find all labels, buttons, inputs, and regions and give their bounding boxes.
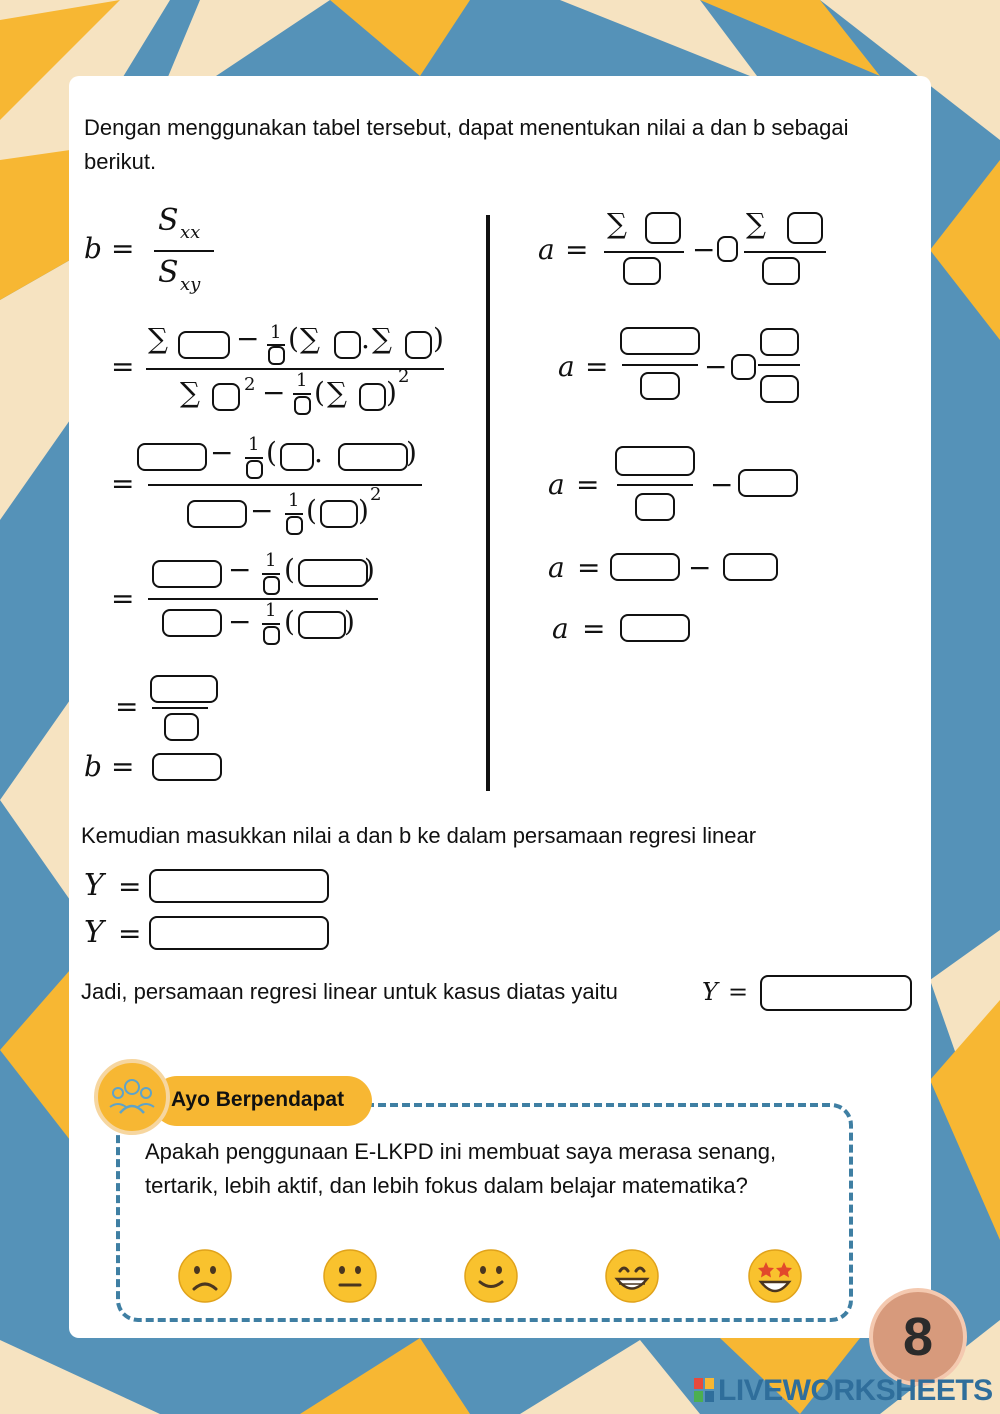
left-paren: ( — [284, 605, 295, 638]
left-paren: ( — [306, 494, 317, 527]
linear-prompt: Kemudian masukkan nilai a dan b ke dalam persamaan regresi linear — [81, 823, 757, 848]
equals-sign: = — [111, 232, 135, 265]
minus-sign: − — [228, 605, 252, 638]
a-label: a — [538, 233, 555, 266]
y-equation-input[interactable] — [149, 916, 329, 950]
answer-input[interactable] — [137, 443, 207, 471]
left-paren: ( — [284, 553, 295, 586]
fraction-bar — [293, 393, 311, 395]
grinning-face-icon[interactable] — [604, 1248, 660, 1304]
fraction-bar — [758, 364, 800, 366]
answer-input[interactable] — [359, 383, 386, 411]
answer-input[interactable] — [150, 675, 218, 703]
answer-input[interactable] — [615, 446, 695, 476]
exponent-two: 2 — [370, 484, 382, 505]
left-paren: ( — [314, 376, 325, 409]
answer-input[interactable] — [620, 327, 700, 355]
s-numerator: S — [158, 203, 179, 238]
final-equation-input[interactable] — [760, 975, 912, 1011]
sigma-symbol: ∑ — [372, 322, 392, 355]
equals-sign: = — [565, 233, 589, 266]
answer-input[interactable] — [280, 443, 314, 471]
right-paren: ) — [386, 376, 397, 409]
a-label: a — [558, 350, 575, 383]
one-numerator: 1 — [270, 322, 282, 343]
fraction-bar — [154, 250, 214, 252]
answer-input[interactable] — [760, 375, 799, 403]
one-numerator: 1 — [265, 550, 277, 571]
answer-input[interactable] — [178, 331, 230, 359]
liveworksheets-logo-icon — [694, 1378, 714, 1402]
y-label: Y — [84, 868, 104, 903]
answer-input[interactable] — [717, 236, 738, 262]
equals-sign: = — [115, 690, 139, 723]
right-paren: ) — [433, 322, 444, 355]
fraction-bar — [148, 598, 378, 600]
equals-sign: = — [576, 468, 600, 501]
answer-input[interactable] — [294, 396, 311, 415]
page-number: 8 — [869, 1288, 967, 1386]
answer-input[interactable] — [787, 212, 823, 244]
y-equation-input[interactable] — [149, 869, 329, 903]
minus-sign: − — [704, 350, 728, 383]
answer-input[interactable] — [152, 560, 222, 588]
minus-sign: − — [236, 322, 260, 355]
equals-sign: = — [585, 350, 609, 383]
sigma-symbol: ∑ — [300, 322, 320, 355]
answer-input[interactable] — [723, 553, 778, 581]
fraction-bar — [262, 623, 280, 625]
fraction-bar — [245, 457, 263, 459]
answer-input[interactable] — [263, 626, 280, 645]
answer-input[interactable] — [640, 372, 680, 400]
answer-input[interactable] — [187, 500, 247, 528]
right-paren: ) — [344, 605, 355, 638]
equals-sign: = — [118, 870, 142, 903]
people-discussion-icon — [98, 1063, 166, 1131]
answer-input[interactable] — [334, 331, 361, 359]
right-paren: ) — [358, 494, 369, 527]
a-label: a — [548, 468, 565, 501]
discussion-icon — [94, 1059, 170, 1135]
one-numerator: 1 — [296, 370, 308, 391]
answer-input[interactable] — [164, 713, 199, 741]
equals-sign: = — [582, 612, 606, 645]
fraction-bar — [262, 573, 280, 575]
intro-text: Dengan menggunakan tabel tersebut, dapat menentukan nilai a dan b sebagai berikut. — [84, 115, 849, 174]
answer-input[interactable] — [760, 328, 799, 356]
sigma-symbol: ∑ — [180, 376, 200, 409]
left-paren: ( — [266, 436, 277, 469]
answer-input[interactable] — [623, 257, 661, 285]
left-paren: ( — [288, 322, 299, 355]
fraction-bar — [622, 364, 698, 366]
opinion-question: Apakah penggunaan E-LKPD ini membuat saya merasa senang, tertarik, lebih aktif, dan lebih fokus dalam belajar matematika? — [145, 1139, 777, 1198]
exponent-two: 2 — [244, 374, 256, 395]
sxy-subscript: xy — [180, 274, 201, 295]
equals-sign: = — [111, 467, 135, 500]
one-numerator: 1 — [248, 434, 260, 455]
answer-input[interactable] — [738, 469, 798, 497]
minus-sign: − — [262, 376, 286, 409]
slightly-smiling-face-icon[interactable] — [463, 1248, 519, 1304]
answer-input[interactable] — [298, 559, 368, 587]
sigma-symbol: ∑ — [148, 322, 168, 355]
b-answer-input[interactable] — [152, 753, 222, 781]
fraction-bar — [285, 513, 303, 515]
opinion-title: Ayo Berpendapat — [171, 1088, 345, 1111]
a-label: a — [552, 612, 569, 645]
minus-sign: − — [210, 436, 234, 469]
a-answer-input[interactable] — [620, 614, 690, 642]
fraction-bar — [152, 707, 208, 709]
minus-sign: − — [228, 553, 252, 586]
y-label: Y — [702, 978, 718, 1006]
b-label: b — [84, 232, 102, 265]
answer-input[interactable] — [268, 346, 285, 365]
sigma-symbol: ∑ — [327, 376, 347, 409]
answer-input[interactable] — [645, 212, 681, 244]
star-struck-face-icon[interactable] — [747, 1248, 803, 1304]
one-numerator: 1 — [265, 600, 277, 621]
sigma-symbol: ∑ — [607, 207, 627, 240]
answer-input[interactable] — [286, 516, 303, 535]
s-denominator: S — [158, 255, 179, 290]
minus-sign: − — [688, 551, 712, 584]
answer-input[interactable] — [635, 493, 675, 521]
brand-name: LIVEWORKSHEETS — [718, 1374, 993, 1407]
right-paren: ) — [406, 436, 417, 469]
answer-input[interactable] — [162, 609, 222, 637]
sigma-symbol: ∑ — [746, 207, 766, 240]
dot-operator: . — [314, 436, 323, 469]
equals-sign: = — [111, 582, 135, 615]
b-label: b — [84, 750, 102, 783]
one-numerator: 1 — [288, 490, 300, 511]
equals-sign: = — [118, 917, 142, 950]
equals-sign: = — [111, 750, 135, 783]
column-divider — [486, 215, 490, 791]
equals-sign: = — [111, 350, 135, 383]
sxx-subscript: xx — [180, 222, 201, 243]
right-paren: ) — [364, 553, 375, 586]
answer-input[interactable] — [212, 383, 240, 411]
exponent-two: 2 — [398, 366, 410, 387]
equals-sign: = — [577, 551, 601, 584]
y-label: Y — [84, 915, 104, 950]
minus-sign: − — [710, 468, 734, 501]
answer-input[interactable] — [320, 500, 358, 528]
answer-input[interactable] — [610, 553, 680, 581]
fraction-bar — [617, 484, 693, 486]
answer-input[interactable] — [263, 576, 280, 595]
frowning-face-icon[interactable] — [177, 1248, 233, 1304]
answer-input[interactable] — [246, 460, 263, 479]
answer-input[interactable] — [338, 443, 408, 471]
answer-input[interactable] — [731, 354, 756, 380]
answer-input[interactable] — [298, 611, 346, 639]
a-label: a — [548, 551, 565, 584]
neutral-face-icon[interactable] — [322, 1248, 378, 1304]
answer-input[interactable] — [762, 257, 800, 285]
conclusion-text: Jadi, persamaan regresi linear untuk kasus diatas yaitu — [81, 979, 618, 1004]
minus-sign: − — [250, 494, 274, 527]
fraction-bar — [604, 251, 684, 253]
fraction-bar — [744, 251, 826, 253]
minus-sign: − — [692, 233, 716, 266]
equals-sign: = — [728, 978, 749, 1006]
dot-operator: . — [361, 322, 370, 355]
answer-input[interactable] — [405, 331, 432, 359]
